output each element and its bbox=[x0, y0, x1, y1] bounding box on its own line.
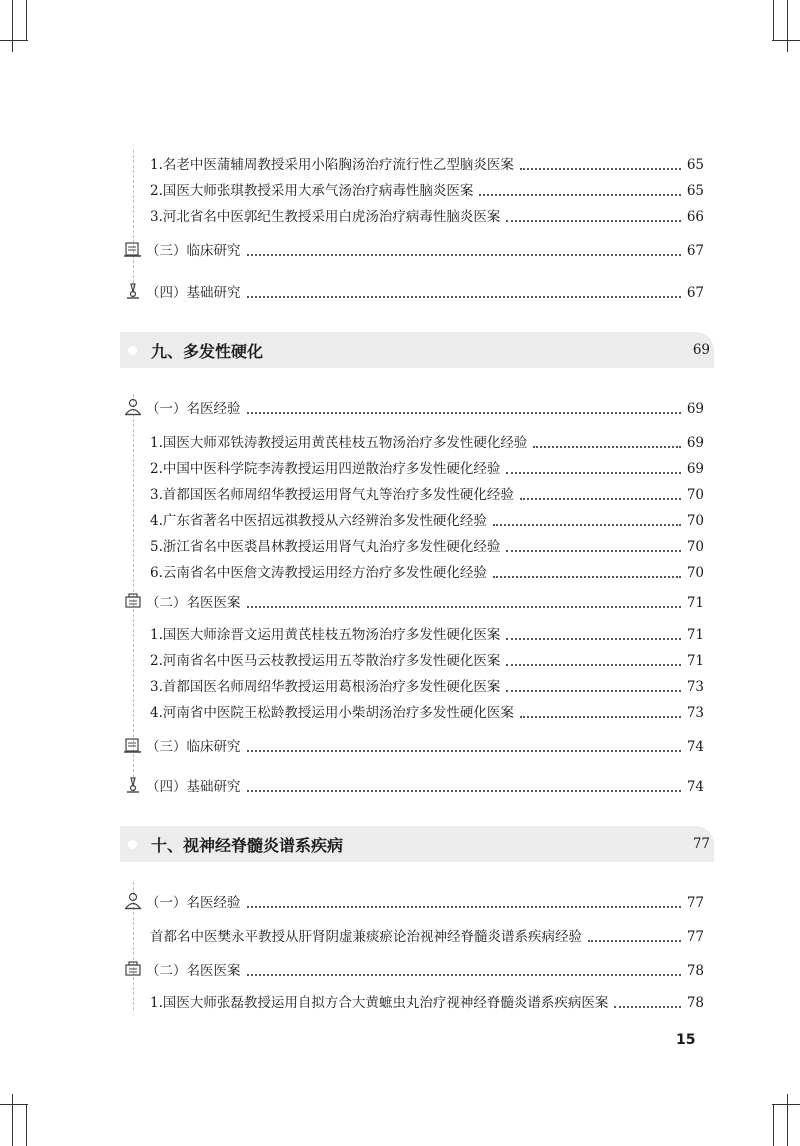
toc-entry[interactable]: 1.国医大师涂晋文运用黄芪桂枝五物汤治疗多发性硬化医案 71 bbox=[150, 627, 704, 643]
crop-mark bbox=[26, 1104, 27, 1146]
crop-mark bbox=[773, 0, 774, 40]
crop-mark bbox=[773, 1104, 774, 1146]
toc-entry[interactable]: 1.国医大师张磊教授运用自拟方合大黄蟅虫丸治疗视神经脊髓炎谱系疾病医案 78 bbox=[150, 995, 704, 1011]
chapter-heading[interactable]: 十、视神经脊髓炎谱系疾病 77 bbox=[120, 826, 714, 862]
toc-entry[interactable]: 2.河南省名中医马云枝教授运用五苓散治疗多发性硬化医案 71 bbox=[150, 653, 704, 669]
toc-entry[interactable]: 4.河南省中医院王松龄教授运用小柴胡汤治疗多发性硬化医案 73 bbox=[150, 705, 704, 721]
clinical-study-icon bbox=[124, 240, 142, 258]
medical-record-icon bbox=[124, 960, 142, 978]
toc-entry[interactable]: 2.中国中医科学院李涛教授运用四逆散治疗多发性硬化经验 69 bbox=[150, 461, 704, 477]
crop-mark bbox=[12, 0, 13, 52]
clinical-study-icon bbox=[124, 736, 142, 754]
toc-section-records[interactable]: （二）名医医案 78 bbox=[110, 958, 704, 980]
crop-mark bbox=[0, 1104, 28, 1105]
toc-entry[interactable]: 3.首都国医名师周绍华教授运用葛根汤治疗多发性硬化医案 73 bbox=[150, 679, 704, 695]
basic-research-icon bbox=[124, 282, 142, 300]
crop-mark bbox=[26, 0, 27, 40]
crop-mark bbox=[772, 1104, 800, 1105]
page-number: 15 bbox=[676, 1032, 696, 1048]
medical-record-icon bbox=[124, 592, 142, 610]
doctor-icon bbox=[124, 892, 142, 910]
toc-section-experience[interactable]: （一）名医经验 69 bbox=[110, 396, 704, 418]
crop-mark bbox=[0, 40, 28, 41]
toc-section-basic[interactable]: （四）基础研究 67 bbox=[110, 280, 704, 302]
toc-entry[interactable]: 4.广东省著名中医招远祺教授从六经辨治多发性硬化经验 70 bbox=[150, 513, 704, 529]
chapter-heading[interactable]: 九、多发性硬化 69 bbox=[120, 332, 714, 368]
crop-mark bbox=[787, 0, 788, 52]
crop-mark bbox=[12, 1094, 13, 1146]
crop-mark bbox=[772, 40, 800, 41]
toc-section-records[interactable]: （二）名医医案 71 bbox=[110, 590, 704, 612]
basic-research-icon bbox=[124, 776, 142, 794]
toc-entry[interactable]: 2.国医大师张琪教授采用大承气汤治疗病毒性脑炎医案 65 bbox=[150, 183, 704, 199]
toc-section-clinical[interactable]: （三）临床研究 74 bbox=[110, 734, 704, 756]
toc-entry[interactable]: 6.云南省名中医詹文涛教授运用经方治疗多发性硬化经验 70 bbox=[150, 565, 704, 581]
toc-entry[interactable]: 5.浙江省名中医裘昌林教授运用肾气丸治疗多发性硬化经验 70 bbox=[150, 539, 704, 555]
doctor-icon bbox=[124, 398, 142, 416]
bullet-icon bbox=[128, 840, 137, 849]
toc-section-experience[interactable]: （一）名医经验 77 bbox=[110, 890, 704, 912]
crop-mark bbox=[787, 1094, 788, 1146]
toc-section-clinical[interactable]: （三）临床研究 67 bbox=[110, 238, 704, 260]
toc-entry[interactable]: 首都名中医樊永平教授从肝肾阴虚兼痰瘀论治视神经脊髓炎谱系疾病经验 77 bbox=[150, 929, 704, 945]
toc-entry[interactable]: 3.首都国医名师周绍华教授运用肾气丸等治疗多发性硬化经验 70 bbox=[150, 487, 704, 503]
toc-entry[interactable]: 1.名老中医蒲辅周教授采用小陷胸汤治疗流行性乙型脑炎医案 65 bbox=[150, 157, 704, 173]
toc-section-basic[interactable]: （四）基础研究 74 bbox=[110, 774, 704, 796]
toc-entry[interactable]: 3.河北省名中医郭纪生教授采用白虎汤治疗病毒性脑炎医案 66 bbox=[150, 209, 704, 225]
toc-entry[interactable]: 1.国医大师邓铁涛教授运用黄芪桂枝五物汤治疗多发性硬化经验 69 bbox=[150, 435, 704, 451]
bullet-icon bbox=[128, 346, 137, 355]
